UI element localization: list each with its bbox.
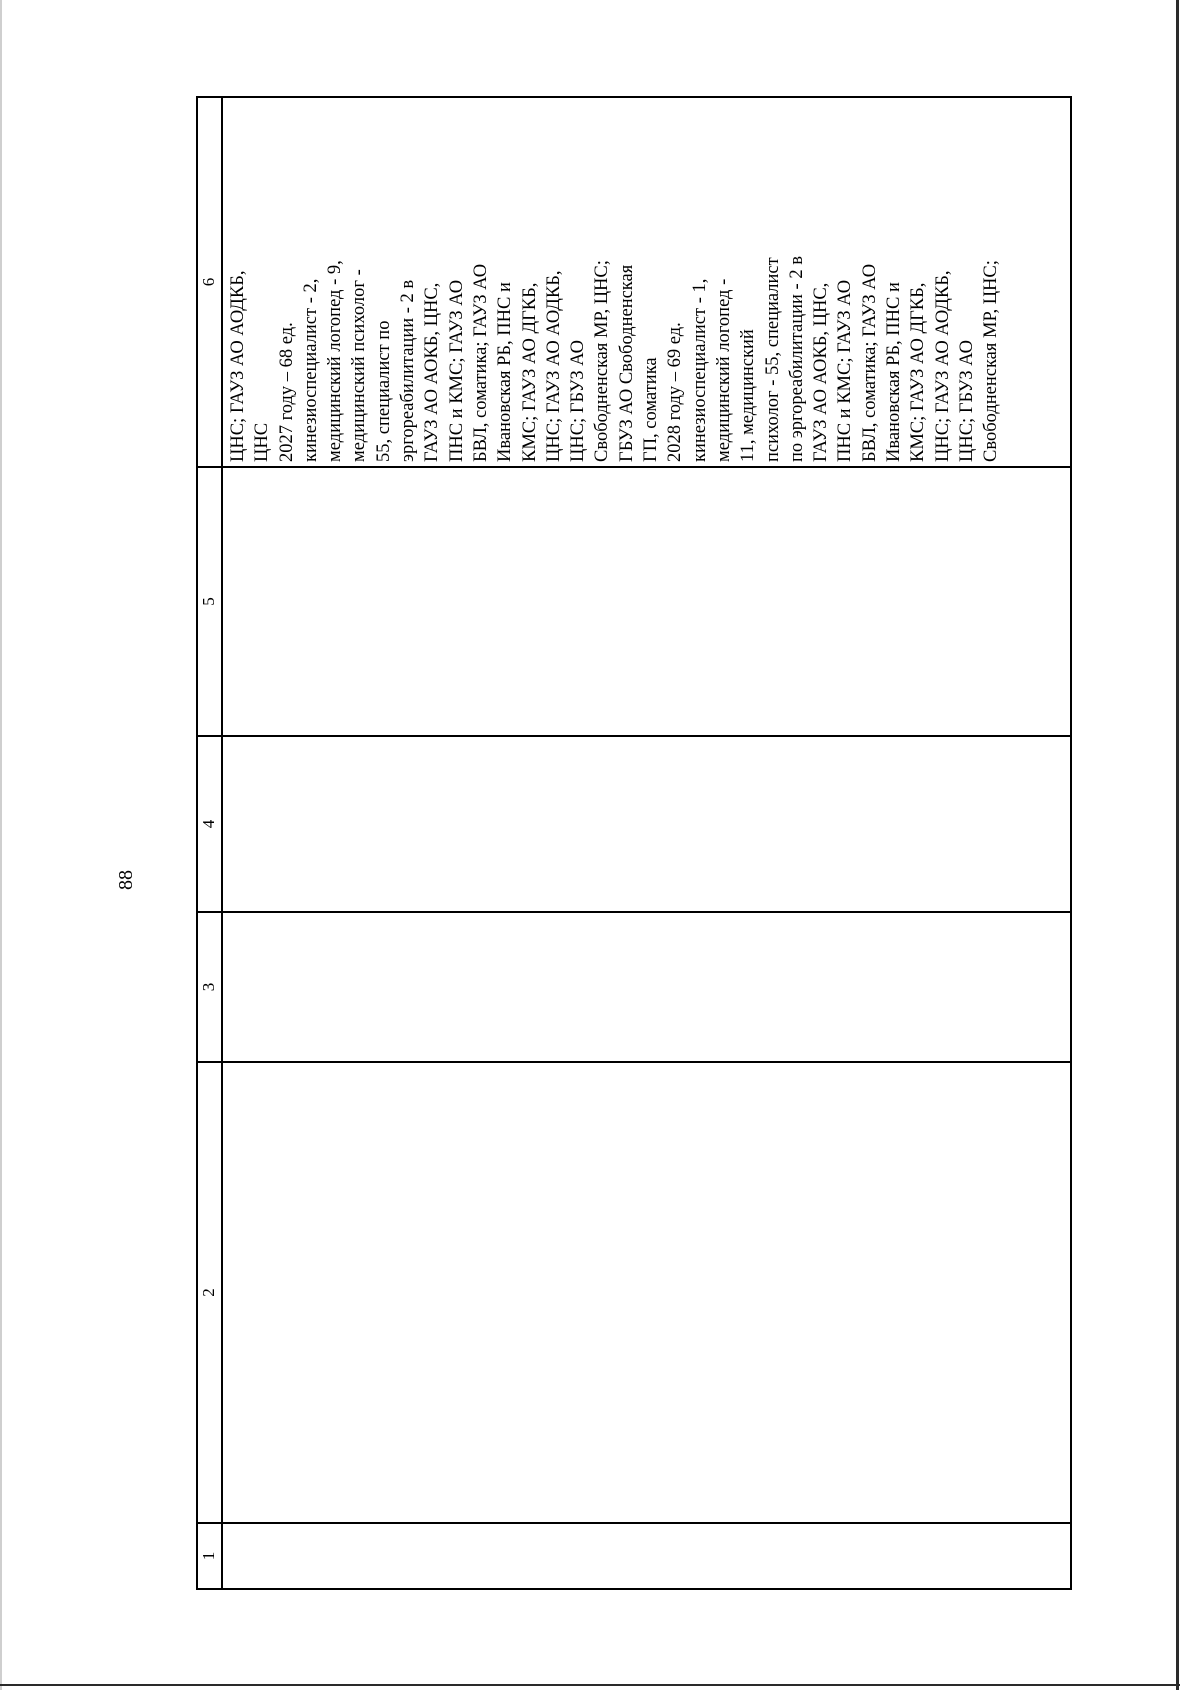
column-header-5: 5 [199, 597, 218, 606]
cell-text-line: кинезиоспециалист - 2, [300, 278, 321, 462]
table-border-right [196, 96, 1072, 98]
cell-text-line: КМС; ГАУЗ АО ДГКБ, [908, 282, 929, 462]
cell-text-line: по эргореабилитации - 2 в [786, 256, 807, 462]
cell-text-line: психолог - 55, специалист [762, 257, 783, 462]
header-row-separator [221, 96, 223, 1590]
column-header-1: 1 [199, 1551, 218, 1561]
cell-text-line: медицинский логопед - [713, 278, 734, 462]
cell-text-line: медицинский психолог - [349, 269, 370, 462]
cell-text-line: ГБУЗ АО Свободненская [616, 264, 637, 462]
column-divider-3-4 [196, 911, 1072, 913]
column-divider-1-2 [196, 1522, 1072, 1524]
column-header-6: 6 [199, 277, 218, 287]
cell-text-line: Свободненская МР, ЦНС; [592, 260, 613, 462]
cell-text-line: 11, медицинский [738, 329, 759, 462]
table-border-top [196, 96, 198, 1590]
column-header-4: 4 [199, 819, 218, 829]
cell-text-line: ЦНС; ГАУЗ АО АОДКБ, [543, 270, 564, 462]
cell-text-line: БВЛ, соматика; ГАУЗ АО [470, 263, 491, 462]
column-divider-5-6 [196, 466, 1072, 468]
column-6-cell-text [226, 100, 1066, 462]
cell-text-line: 55, специалист по [373, 320, 394, 462]
page-number: 88 [115, 870, 137, 890]
cell-text-line: ЦНС; ГАУЗ АО АОДКБ, [932, 270, 953, 462]
cell-text-line: ГП, соматика [641, 357, 662, 462]
column-divider-2-3 [196, 1061, 1072, 1063]
table-border-left [196, 1588, 1072, 1590]
cell-text-line: КМС; ГАУЗ АО ДГКБ, [519, 282, 540, 462]
cell-text-line: Ивановская РБ, ПНС и [884, 282, 905, 462]
cell-text-line: БВЛ, соматика; ГАУЗ АО [859, 263, 880, 462]
cell-text-line: ГАУЗ АО АОКБ, ЦНС, [422, 282, 443, 462]
cell-text-line: 2028 году – 69 ед. [665, 322, 686, 462]
cell-text-line: 2027 году – 68 ед. [276, 322, 297, 462]
cell-text-line: Ивановская РБ, ПНС и [495, 282, 516, 462]
cell-text-line: эргореабилитации - 2 в [398, 279, 419, 462]
cell-text-line: ЦНС; ГАУЗ АО АОДКБ, [228, 270, 248, 462]
cell-text-line: ЦНС; ГБУЗ АО [568, 339, 589, 462]
cell-text-line: ГАУЗ АО АОКБ, ЦНС, [811, 282, 832, 462]
cell-text-line: кинезиоспециалист - 1, [689, 278, 710, 462]
column-header-2: 2 [199, 1288, 218, 1297]
table-border-bottom [1070, 96, 1072, 1590]
cell-text-line: ПНС и КМС; ГАУЗ АО [835, 279, 856, 462]
cell-text-line: ПНС и КМС; ГАУЗ АО [446, 279, 467, 462]
cell-text-line: Свободненская МР, ЦНС; [981, 260, 1002, 462]
column-header-3: 3 [199, 982, 218, 992]
cell-text-line: медицинский логопед - 9, [325, 260, 346, 462]
cell-text-line: ЦНС; ГБУЗ АО [956, 339, 977, 462]
cell-text-line: ЦНС [252, 422, 273, 462]
column-divider-4-5 [196, 735, 1072, 737]
